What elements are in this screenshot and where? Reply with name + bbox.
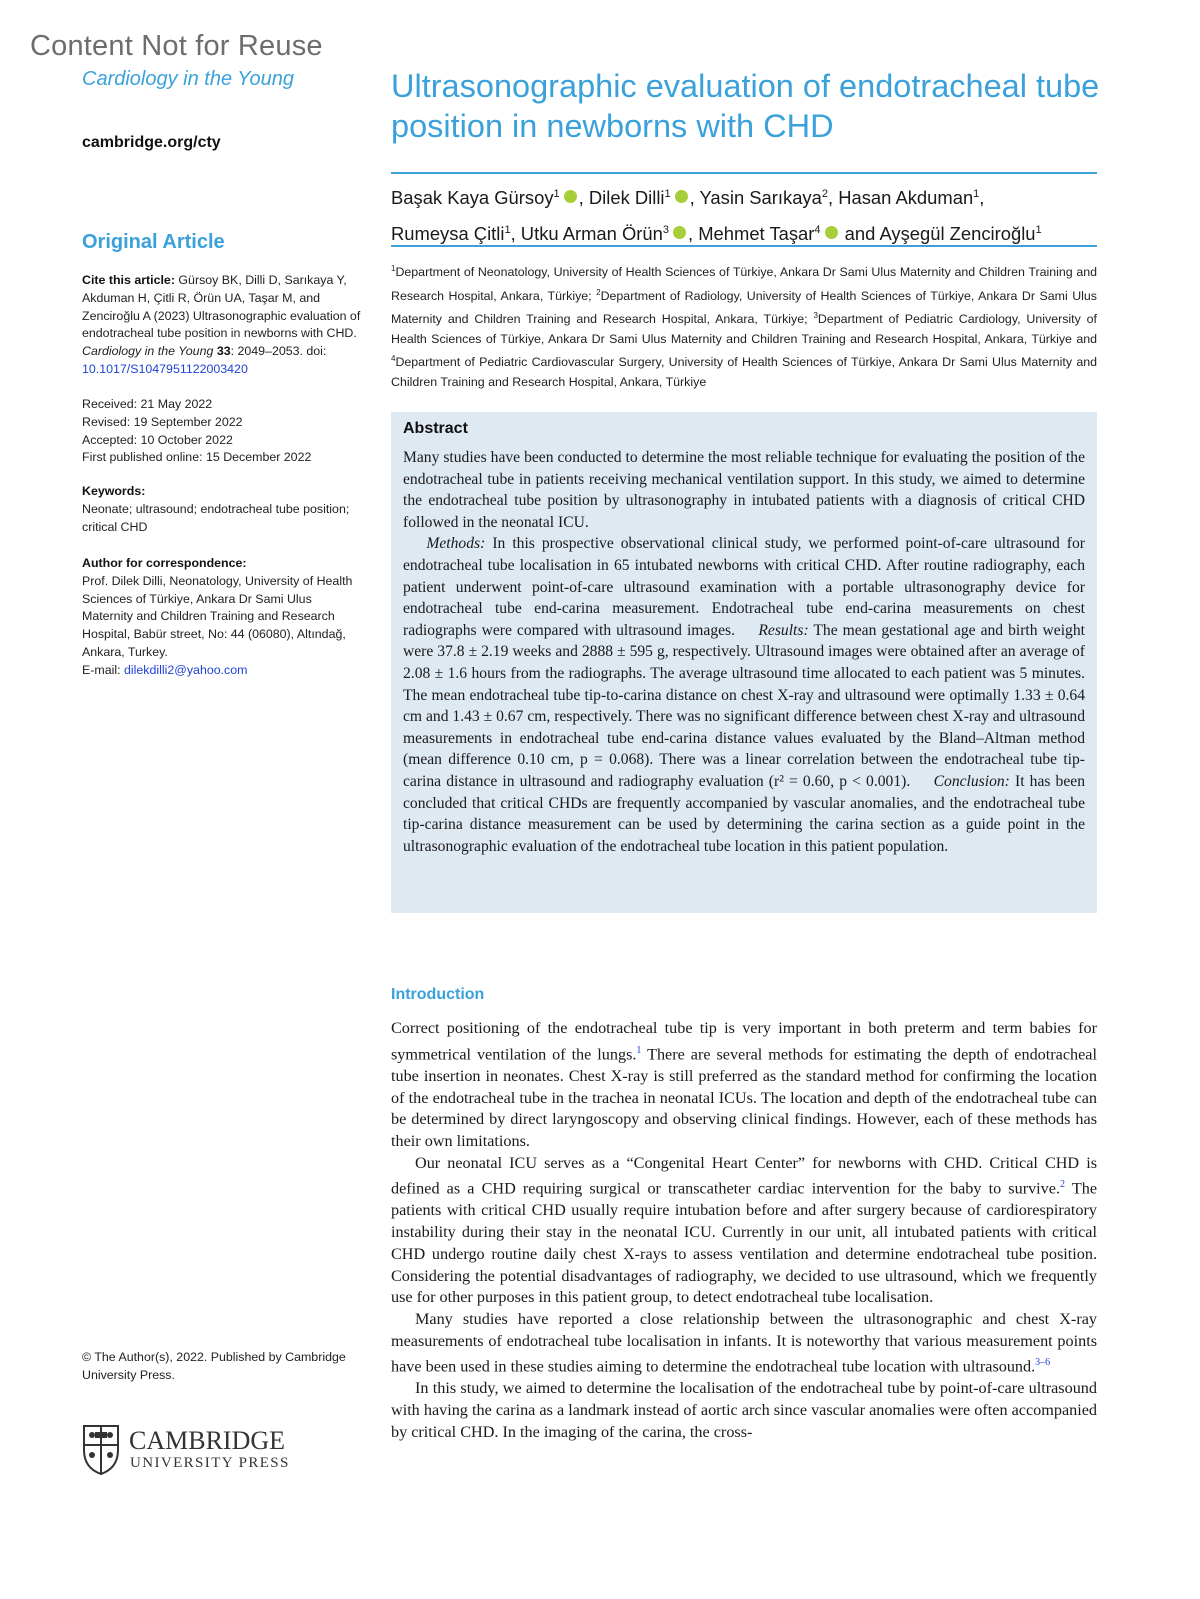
shield-icon <box>82 1424 322 1476</box>
copyright-notice: © The Author(s), 2022. Published by Cambridge University Press. <box>82 1350 346 1382</box>
author-name: Yasin Sarıkaya <box>699 187 822 209</box>
author-name: Başak Kaya Gürsoy <box>391 187 554 209</box>
affiliations <box>391 259 1097 393</box>
intro-paragraph: In this study, we aimed to determine the localisation of the endotracheal tube by point-of-care ultrasound with having the carina as a landmark instead of aortic arch since vascular anomalies were often accompanied by critical CHD. In the imaging of the carina, the cross- <box>391 1379 1097 1441</box>
orcid-icon[interactable] <box>673 226 686 239</box>
abstract-text <box>403 447 1085 857</box>
conclusion-label: Conclusion: <box>933 772 1010 790</box>
reference-link[interactable]: 3–6 <box>1035 1357 1051 1369</box>
watermark: Content Not for Reuse <box>30 30 323 62</box>
author-name: Utku Arman Örün <box>520 223 663 245</box>
doi-link[interactable]: 10.1017/S1047951122003420 <box>82 361 248 376</box>
author-affiliation-number: 1 <box>1035 224 1042 237</box>
abstract-heading: Abstract <box>403 420 468 437</box>
abstract-conclusion: It has been concluded that critical CHDs are frequently accompanied by vascular anomalies, and the endotracheal tube tip-carina distance measurement can be used by determining the carina section as a guide point in the ultrasonographic evaluation of the endotracheal tube location in this patient population. <box>403 772 1085 855</box>
cambridge-university-press-logo <box>82 1424 322 1476</box>
affiliation-number: 1 <box>391 264 396 273</box>
author-name: Mehmet Taşar <box>698 223 815 245</box>
author-list <box>391 178 1101 250</box>
cite-label: Cite this article: <box>82 273 175 287</box>
author-affiliation-number: 4 <box>814 224 821 237</box>
author-separator: , <box>827 187 839 209</box>
author-affiliation-number: 1 <box>553 188 560 200</box>
cite-text: Gürsoy BK, Dilli D, Sarıkaya Y, Akduman H, Çitli R, Örün UA, Taşar M, and Zenciroğlu A (2023) Ultrasonographic evaluation of endotracheal tube position in newborns with CHD. <box>82 273 361 341</box>
article-title: Ultrasonographic evaluation of endotracheal tube position in newborns with CHD <box>391 68 1100 144</box>
logo-line1: CAMBRIDGE <box>129 1426 286 1455</box>
author-affiliation-number: 2 <box>821 188 828 200</box>
correspondence-label: Author for correspondence: <box>82 556 247 570</box>
author-separator: , <box>979 187 985 209</box>
affiliation-text: Department of Radiology, University of Health Sciences of Türkiye, Ankara Dr Sami Ulus Maternity and Children Training and Research Hospital, Ankara, Türkiye; <box>391 288 1097 327</box>
affiliation-number: 4 <box>391 354 396 364</box>
results-label: Results: <box>758 621 809 639</box>
author-separator: , <box>578 187 589 209</box>
orcid-icon[interactable] <box>564 190 577 203</box>
author-separator: and <box>839 223 880 245</box>
author-affiliation-number: 1 <box>664 188 671 200</box>
logo-line2: UNIVERSITY PRESS <box>130 1455 290 1471</box>
accepted-date: Accepted: 10 October 2022 <box>82 432 233 447</box>
author-name: Ayşegül Zenciroğlu <box>879 223 1036 245</box>
orcid-icon[interactable] <box>825 226 838 239</box>
abstract-methods: In this prospective observational clinical study, we performed point-of-care ultrasound for endotracheal tube localisation in 65 intubated newborns with critical CHD. After routine radiography, each patient underwent point-of-care ultrasound examination with a portable ultrasonography device for endotracheal tube end-carina measurement. Endotracheal tube end-carina measurements on chest radiographs were compared with ultrasound images. <box>403 535 1085 639</box>
affiliation-number: 2 <box>596 287 601 297</box>
author-name: Hasan Akduman <box>838 187 974 209</box>
affiliation-number: 3 <box>813 311 818 321</box>
cite-pages: : 2049–2053. doi: <box>230 344 327 359</box>
introduction-heading: Introduction <box>391 986 485 1003</box>
reference-link[interactable]: 2 <box>1060 1179 1065 1191</box>
author-name: Dilek Dilli <box>588 187 665 209</box>
correspondence-block <box>82 555 366 680</box>
intro-paragraph: Correct positioning of the endotracheal tube tip is very important in both preterm and term babies for symmetrical ventilation of the lungs.$^1$ There are several methods for estimating the depth of endotracheal tube insertion in neonates. Chest X-ray is still preferred as the standard method for confirming the location of the endotracheal tube in the trachea in neonatal ICUs. The location and depth of the endotracheal tube can be determined by direct laryngoscopy and observing clinical findings. However, each of these methods has their own limitations. <box>391 1019 1097 1150</box>
journal-website[interactable]: cambridge.org/cty <box>82 134 221 151</box>
author-affiliation-number: 3 <box>662 224 669 237</box>
affiliation-text: Department of Pediatric Cardiovascular Surgery, University of Health Sciences of Türkiye, Ankara Dr Sami Ulus Maternity and Children Training and Research Hospital, Ankara, Türkiye <box>391 355 1097 389</box>
cite-volume: 33 <box>216 344 231 359</box>
reference-link[interactable]: 1 <box>636 1044 642 1056</box>
received-date: Received: 21 May 2022 <box>82 397 213 411</box>
intro-paragraph: Our neonatal ICU serves as a “Congenital Heart Center” for newborns with CHD. Critical CHD is defined as a CHD requiring surgical or transcatheter cardiac intervention for the baby to survive.$^2$ The patients with critical CHD usually require intubation before and after surgery because of cardiorespiratory instability during their stay in the neonatal ICU. Currently in our unit, all intubated patients with critical CHD undergo routine daily chest X-rays to assess ventilation and determine endotracheal tube position. Considering the potential disadvantages of radiography, we decided to use ultrasound, which we frequently use for other purposes in this patient group, to detect endotracheal tube localisation. <box>391 1153 1098 1307</box>
author-affiliation-number: 1 <box>504 224 511 237</box>
abstract-results: The mean gestational age and birth weight were 37.8 ± 2.19 weeks and 2888 ± 595 g, respectively. Ultrasound images were obtained after an average of 2.08 ± 1.6 hours from the radiographs. The average ultrasound time allocated to each patient was 5 minutes. The mean endotracheal tube tip-to-carina distance on chest X-ray and ultrasound were optimally 1.33 ± 0.64 cm and 1.43 ± 0.67 cm, respectively. There was no significant difference between chest X-ray and ultrasound measurements in endotracheal tube end-carina distance values evaluated by the Bland–Altman method (mean difference 0.10 cm, p = 0.068). There was a linear correlation between the endotracheal tube tip-carina distance in ultrasound and radiography evaluation (r² = 0.60, p < 0.001). <box>403 621 1085 790</box>
author-separator: , <box>510 223 521 245</box>
author-separator: , <box>688 223 699 245</box>
correspondence-text: Prof. Dilek Dilli, Neonatology, University of Health Sciences of Türkiye, Ankara Dr Sami Ulus Maternity and Children Training and Research Hospital, Babür street, No: 44 (06080), Altındağ, Ankara, Turkey. <box>82 573 353 659</box>
article-type: Original Article <box>82 231 225 253</box>
title-divider <box>391 172 1097 174</box>
intro-paragraph: Many studies have reported a close relationship between the ultrasonographic and chest X-ray measurements of endotracheal tube localisation in infants. It is noteworthy that various measurement points have been used in these studies aiming to determine the endotracheal tube location with ultrasound.$^{3-6}$ <box>391 1309 1097 1376</box>
methods-label: Methods: <box>426 535 486 553</box>
affiliation-text: Department of Pediatric Cardiology, University of Health Sciences of Türkiye, Ankara Dr Sami Ulus Maternity and Children Training and Research Hospital, Ankara, Türkiye and <box>391 312 1098 346</box>
email-link[interactable]: dilekdilli2@yahoo.com <box>124 662 248 677</box>
orcid-icon[interactable] <box>675 190 688 203</box>
abstract-background: Many studies have been conducted to determine the most reliable technique for evaluating the position of the endotracheal tube in patients receiving mechanical ventilation support. In this study, we aimed to determine the endotracheal tube position by ultrasonography in intubated patients with a diagnosis of critical CHD followed in the neonatal ICU. <box>403 449 1085 531</box>
author-separator: , <box>689 187 700 209</box>
authors-divider <box>391 245 1097 247</box>
cite-journal: Cardiology in the Young <box>82 344 214 359</box>
email-label: E-mail: <box>82 662 124 677</box>
introduction-body <box>391 1018 1097 1444</box>
keywords-text: Neonate; ultrasound; endotracheal tube position; critical CHD <box>82 501 350 534</box>
keywords-label: Keywords: <box>82 484 146 498</box>
affiliation-text: Department of Neonatology, University of Health Sciences of Türkiye, Ankara Dr Sami Ulus Maternity and Children Training and Research Hospital, Ankara, Türkiye; <box>391 265 1097 303</box>
citation-block <box>82 272 366 379</box>
keywords-block <box>82 483 366 536</box>
author-affiliation-number: 1 <box>973 188 980 200</box>
revised-date: Revised: 19 September 2022 <box>82 414 243 429</box>
journal-name[interactable]: Cardiology in the Young <box>82 68 295 90</box>
author-name: Rumeysa Çitli <box>391 223 505 245</box>
published-date: First published online: 15 December 2022 <box>82 450 312 465</box>
article-dates <box>82 396 366 467</box>
